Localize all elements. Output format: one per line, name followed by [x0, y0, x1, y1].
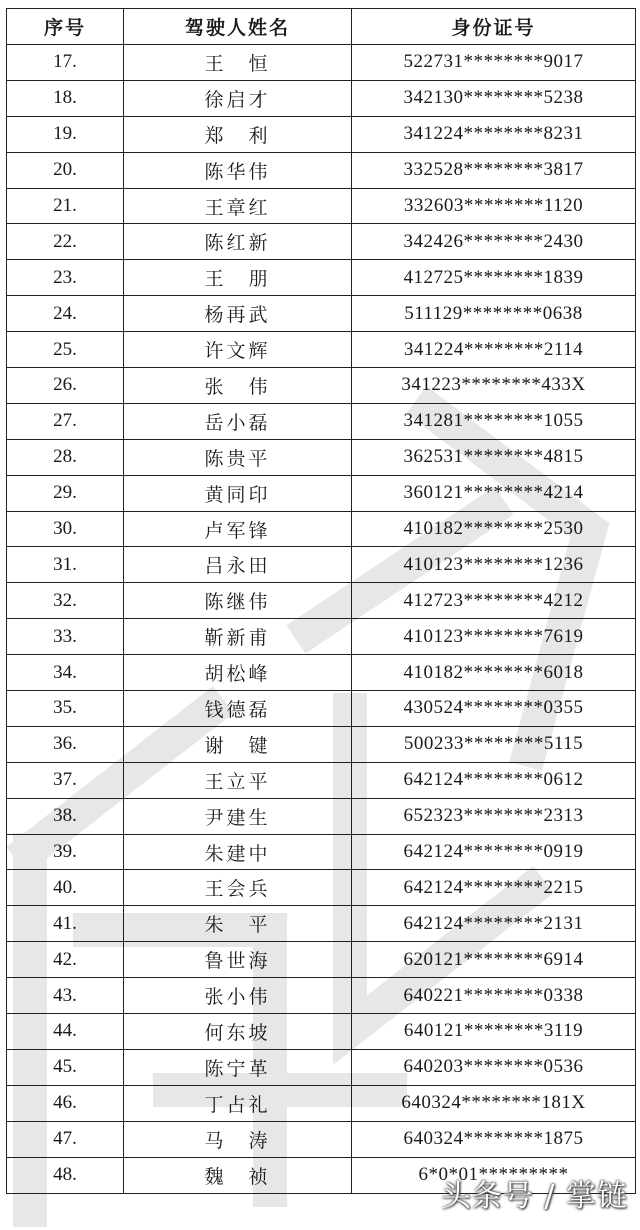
row-driver-name: 朱建中 [124, 834, 352, 870]
row-seq: 37. [7, 762, 124, 798]
row-id-number: 332528********3817 [352, 152, 636, 188]
table-row [7, 368, 636, 404]
row-id-number: 342130********5238 [352, 80, 636, 116]
table-row [7, 978, 636, 1014]
row-seq: 33. [7, 619, 124, 655]
row-driver-name: 杨再武 [124, 296, 352, 332]
table-row [7, 547, 636, 583]
table-body [7, 45, 636, 1194]
row-seq: 41. [7, 906, 124, 942]
row-seq: 46. [7, 1085, 124, 1121]
table-row [7, 152, 636, 188]
table-row [7, 188, 636, 224]
table-row [7, 942, 636, 978]
table-row [7, 80, 636, 116]
row-driver-name: 郑 利 [124, 116, 352, 152]
row-driver-name: 鲁世海 [124, 942, 352, 978]
table-row [7, 619, 636, 655]
row-id-number: 522731********9017 [352, 45, 636, 81]
table-header [7, 9, 636, 45]
row-seq: 29. [7, 475, 124, 511]
row-id-number: 640121********3119 [352, 1014, 636, 1050]
row-id-number: 620121********6914 [352, 942, 636, 978]
row-id-number: 412723********4212 [352, 583, 636, 619]
row-seq: 42. [7, 942, 124, 978]
row-driver-name: 陈华伟 [124, 152, 352, 188]
table-row [7, 224, 636, 260]
row-driver-name: 王 朋 [124, 260, 352, 296]
row-seq: 47. [7, 1121, 124, 1157]
row-driver-name: 岳小磊 [124, 403, 352, 439]
table-row [7, 332, 636, 368]
row-seq: 19. [7, 116, 124, 152]
table-row [7, 475, 636, 511]
row-id-number: 652323********2313 [352, 798, 636, 834]
row-driver-name: 陈宁革 [124, 1049, 352, 1085]
row-id-number: 410182********6018 [352, 655, 636, 691]
row-id-number: 6*0*01********* [352, 1157, 636, 1193]
row-driver-name: 黄同印 [124, 475, 352, 511]
row-seq: 44. [7, 1014, 124, 1050]
row-driver-name: 徐启才 [124, 80, 352, 116]
row-id-number: 642124********2131 [352, 906, 636, 942]
row-seq: 39. [7, 834, 124, 870]
row-id-number: 342426********2430 [352, 224, 636, 260]
row-driver-name: 朱 平 [124, 906, 352, 942]
row-id-number: 341224********2114 [352, 332, 636, 368]
row-seq: 18. [7, 80, 124, 116]
table-row [7, 296, 636, 332]
row-id-number: 341223********433X [352, 368, 636, 404]
row-driver-name: 陈贵平 [124, 439, 352, 475]
table-row [7, 726, 636, 762]
row-id-number: 430524********0355 [352, 691, 636, 727]
row-seq: 36. [7, 726, 124, 762]
row-id-number: 410123********7619 [352, 619, 636, 655]
row-id-number: 640324********181X [352, 1085, 636, 1121]
table-row [7, 439, 636, 475]
row-id-number: 341224********8231 [352, 116, 636, 152]
row-seq: 34. [7, 655, 124, 691]
row-driver-name: 丁占礼 [124, 1085, 352, 1121]
row-driver-name: 靳新甫 [124, 619, 352, 655]
row-id-number: 360121********4214 [352, 475, 636, 511]
row-seq: 48. [7, 1157, 124, 1193]
row-driver-name: 陈红新 [124, 224, 352, 260]
row-seq: 32. [7, 583, 124, 619]
table-row [7, 260, 636, 296]
row-id-number: 640221********0338 [352, 978, 636, 1014]
row-seq: 45. [7, 1049, 124, 1085]
row-driver-name: 胡松峰 [124, 655, 352, 691]
row-seq: 31. [7, 547, 124, 583]
row-seq: 26. [7, 368, 124, 404]
row-id-number: 410123********1236 [352, 547, 636, 583]
header-driver-name: 驾驶人姓名 [124, 9, 352, 45]
table-row [7, 1049, 636, 1085]
row-id-number: 412725********1839 [352, 260, 636, 296]
row-driver-name: 钱德磊 [124, 691, 352, 727]
table-row [7, 1121, 636, 1157]
row-driver-name: 张小伟 [124, 978, 352, 1014]
row-id-number: 500233********5115 [352, 726, 636, 762]
table-row [7, 834, 636, 870]
row-id-number: 362531********4815 [352, 439, 636, 475]
row-seq: 21. [7, 188, 124, 224]
row-seq: 25. [7, 332, 124, 368]
table-row [7, 906, 636, 942]
row-driver-name: 何东坡 [124, 1014, 352, 1050]
row-seq: 23. [7, 260, 124, 296]
table-row [7, 116, 636, 152]
row-id-number: 640203********0536 [352, 1049, 636, 1085]
table-row [7, 870, 636, 906]
table-row [7, 1014, 636, 1050]
row-driver-name: 王会兵 [124, 870, 352, 906]
row-id-number: 511129********0638 [352, 296, 636, 332]
header-id-number: 身份证号 [352, 9, 636, 45]
table-row [7, 583, 636, 619]
table-row [7, 1085, 636, 1121]
driver-table [6, 8, 636, 1194]
row-seq: 24. [7, 296, 124, 332]
row-driver-name: 谢 键 [124, 726, 352, 762]
row-driver-name: 王立平 [124, 762, 352, 798]
source-watermark: 头条号 / 掌链 [440, 1179, 628, 1214]
table-row [7, 762, 636, 798]
row-driver-name: 许文辉 [124, 332, 352, 368]
row-id-number: 410182********2530 [352, 511, 636, 547]
row-seq: 28. [7, 439, 124, 475]
row-driver-name: 吕永田 [124, 547, 352, 583]
row-seq: 30. [7, 511, 124, 547]
row-driver-name: 陈继伟 [124, 583, 352, 619]
row-id-number: 332603********1120 [352, 188, 636, 224]
table-row [7, 655, 636, 691]
table-row [7, 691, 636, 727]
row-id-number: 640324********1875 [352, 1121, 636, 1157]
row-seq: 17. [7, 45, 124, 81]
row-seq: 43. [7, 978, 124, 1014]
table-row [7, 403, 636, 439]
row-seq: 35. [7, 691, 124, 727]
row-driver-name: 张 伟 [124, 368, 352, 404]
row-seq: 27. [7, 403, 124, 439]
row-driver-name: 马 涛 [124, 1121, 352, 1157]
row-driver-name: 卢军锋 [124, 511, 352, 547]
row-seq: 22. [7, 224, 124, 260]
row-id-number: 642124********0919 [352, 834, 636, 870]
row-driver-name: 王 恒 [124, 45, 352, 81]
table-row [7, 798, 636, 834]
row-driver-name: 王章红 [124, 188, 352, 224]
header-row [7, 9, 636, 45]
row-seq: 20. [7, 152, 124, 188]
table-row [7, 45, 636, 81]
row-id-number: 642124********2215 [352, 870, 636, 906]
row-id-number: 642124********0612 [352, 762, 636, 798]
row-driver-name: 尹建生 [124, 798, 352, 834]
row-id-number: 341281********1055 [352, 403, 636, 439]
row-driver-name: 魏 祯 [124, 1157, 352, 1193]
header-seq: 序号 [7, 9, 124, 45]
table-row [7, 511, 636, 547]
row-seq: 38. [7, 798, 124, 834]
row-seq: 40. [7, 870, 124, 906]
